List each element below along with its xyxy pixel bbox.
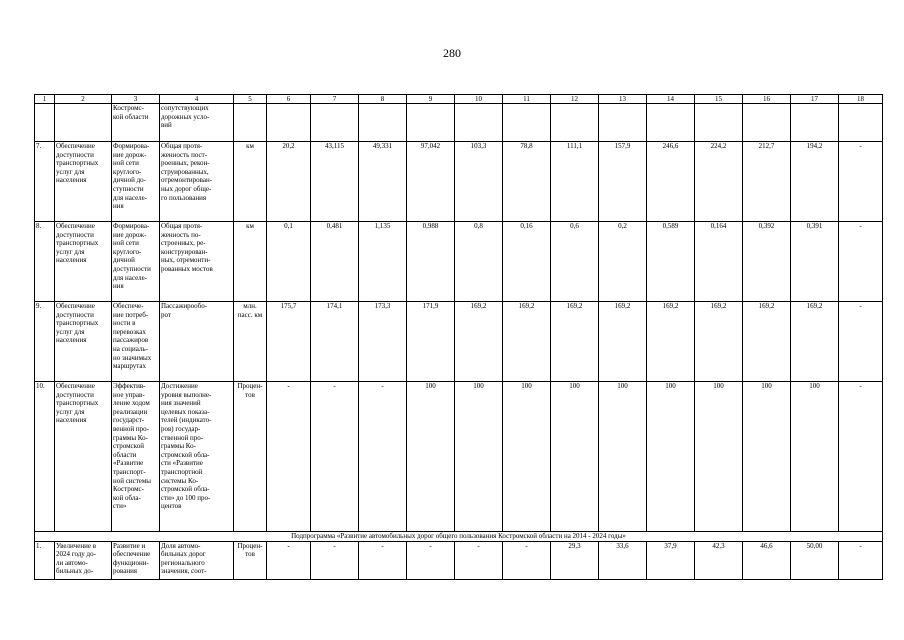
task-cell: Эффектив- ное управ- ление ходом реализации государст- венной про- граммы Ко- стромской области «Развитие транспорт- ной системы Костромс- кой обла- сти» xyxy=(112,382,160,532)
value-cell: 0,481 xyxy=(311,222,359,302)
row-number: 9. xyxy=(35,302,55,382)
value-cell: 100 xyxy=(695,382,743,532)
indicator-cell: Общая протя- женность пост- роенных, рекон- струированных, отремонтирован- ных дорог обще- го пользования xyxy=(160,142,234,222)
value-cell: - xyxy=(839,222,883,302)
value-cell: - xyxy=(839,142,883,222)
value-cell: 0,6 xyxy=(551,222,599,302)
page-number: 280 xyxy=(443,46,461,60)
column-number: 5 xyxy=(234,95,267,104)
value-cell: 169,2 xyxy=(791,302,839,382)
value-cell: 100 xyxy=(551,382,599,532)
value-cell: 169,2 xyxy=(695,302,743,382)
goal-cell: Увеличение в 2024 году до- ли автомо- бильных до- xyxy=(55,541,112,579)
value-cell: 43,115 xyxy=(311,142,359,222)
indicator-cell: Общая протя- женность по- строенных, ре- конструирован- ных, отремонти- рованных мостов xyxy=(160,222,234,302)
column-number: 13 xyxy=(599,95,647,104)
value-cell: 0,988 xyxy=(407,222,455,302)
column-number: 10 xyxy=(455,95,503,104)
value-cell: 100 xyxy=(599,382,647,532)
value-cell: 100 xyxy=(647,382,695,532)
value-cell: 29,3 xyxy=(551,541,599,579)
column-number: 2 xyxy=(55,95,112,104)
indicator-cell: сопутствующих дорожных усло- вий xyxy=(160,104,234,142)
goal-cell: Обеспечение доступности транспортных услуг для населения xyxy=(55,382,112,532)
table-row xyxy=(35,382,883,532)
value-cell: 0,2 xyxy=(599,222,647,302)
column-number: 6 xyxy=(267,95,311,104)
column-number: 12 xyxy=(551,95,599,104)
column-number-row xyxy=(35,95,883,104)
row-number: 7. xyxy=(35,142,55,222)
value-cell: 169,2 xyxy=(551,302,599,382)
row-number: 8. xyxy=(35,222,55,302)
value-cell: - xyxy=(311,541,359,579)
value-cell: 111,1 xyxy=(551,142,599,222)
value-cell: 175,7 xyxy=(267,302,311,382)
value-cell: 169,2 xyxy=(455,302,503,382)
value-cell: 103,3 xyxy=(455,142,503,222)
goal-cell: Обеспечение доступности транспортных услуг для населения xyxy=(55,222,112,302)
value-cell: 212,7 xyxy=(743,142,791,222)
row-number: 10. xyxy=(35,382,55,532)
value-cell: 169,2 xyxy=(503,302,551,382)
unit-cell: км xyxy=(234,222,267,302)
task-cell: Формирова- ние дорож- ной сети круглого- дичной доступности для населе- ния xyxy=(112,222,160,302)
value-cell: - xyxy=(839,302,883,382)
value-cell: 78,8 xyxy=(503,142,551,222)
subprogram-title: Подпрограмма «Развитие автомобильных дорог общего пользования Костромской области на 2014 - 2024 годы» xyxy=(35,532,883,542)
value-cell: 0,589 xyxy=(647,222,695,302)
column-number: 14 xyxy=(647,95,695,104)
value-cell: 0,391 xyxy=(791,222,839,302)
indicators-table xyxy=(34,94,883,580)
value-cell: 0,1 xyxy=(267,222,311,302)
column-number: 17 xyxy=(791,95,839,104)
value-cell: 0,16 xyxy=(503,222,551,302)
value-cell: 171,9 xyxy=(407,302,455,382)
value-cell: - xyxy=(503,541,551,579)
value-cell: 20,2 xyxy=(267,142,311,222)
value-cell: 0,392 xyxy=(743,222,791,302)
value-cell: 157,9 xyxy=(599,142,647,222)
value-cell: 46,6 xyxy=(743,541,791,579)
value-cell: 33,6 xyxy=(599,541,647,579)
value-cell: 173,3 xyxy=(359,302,407,382)
column-number: 3 xyxy=(112,95,160,104)
column-number: 16 xyxy=(743,95,791,104)
column-number: 15 xyxy=(695,95,743,104)
value-cell: 49,331 xyxy=(359,142,407,222)
task-cell: Костромс- кой области xyxy=(112,104,160,142)
value-cell: 169,2 xyxy=(599,302,647,382)
value-cell: 169,2 xyxy=(647,302,695,382)
column-number: 7 xyxy=(311,95,359,104)
table-row xyxy=(35,222,883,302)
value-cell: - xyxy=(455,541,503,579)
value-cell: - xyxy=(359,541,407,579)
value-cell: - xyxy=(267,541,311,579)
task-cell: Формирова- ние дорож- ной сети круглого- дичной до- ступности для населе- ния xyxy=(112,142,160,222)
value-cell: 0,164 xyxy=(695,222,743,302)
value-cell: 169,2 xyxy=(743,302,791,382)
unit-cell: км xyxy=(234,142,267,222)
task-cell: Обеспече- ние потреб- ности в перевозках пассажиров на социаль- но значимых маршрутах xyxy=(112,302,160,382)
value-cell: - xyxy=(311,382,359,532)
unit-cell: млн. пасс. км xyxy=(234,302,267,382)
goal-cell: Обеспечение доступности транспортных услуг для населения xyxy=(55,142,112,222)
value-cell: 42,3 xyxy=(695,541,743,579)
subprogram-row xyxy=(35,532,883,542)
column-number: 1 xyxy=(35,95,55,104)
value-cell: 50,00 xyxy=(791,541,839,579)
value-cell: 37,9 xyxy=(647,541,695,579)
unit-cell: Процен- тов xyxy=(234,382,267,532)
table-row xyxy=(35,541,883,579)
indicator-cell: Пассажирообо- рот xyxy=(160,302,234,382)
column-number: 11 xyxy=(503,95,551,104)
indicator-cell: Доля автомо- бильных дорог регионального значения, соот- xyxy=(160,541,234,579)
column-number: 8 xyxy=(359,95,407,104)
value-cell: 0,8 xyxy=(455,222,503,302)
value-cell: 224,2 xyxy=(695,142,743,222)
value-cell: 97,042 xyxy=(407,142,455,222)
value-cell: 1,135 xyxy=(359,222,407,302)
value-cell: 100 xyxy=(455,382,503,532)
task-cell: Развитие и обеспечение функциони- рования xyxy=(112,541,160,579)
value-cell: 100 xyxy=(743,382,791,532)
value-cell: - xyxy=(359,382,407,532)
column-number: 4 xyxy=(160,95,234,104)
unit-cell: Процен- тов xyxy=(234,541,267,579)
indicator-cell: Достижение уровня выполне- ния значений целевых показа- телей (индикато- ров) государ- ственной про- граммы Ко- стромской обла- сти «Развитие транспортной системы Ко- стромской обла- сти» до 100 про- центов xyxy=(160,382,234,532)
value-cell: 100 xyxy=(791,382,839,532)
value-cell: 174,1 xyxy=(311,302,359,382)
value-cell: 194,2 xyxy=(791,142,839,222)
value-cell: - xyxy=(267,382,311,532)
column-number: 9 xyxy=(407,95,455,104)
value-cell: 246,6 xyxy=(647,142,695,222)
continuation-row xyxy=(35,104,883,142)
value-cell: 100 xyxy=(407,382,455,532)
row-number: 1. xyxy=(35,541,55,579)
value-cell: 100 xyxy=(503,382,551,532)
table-row xyxy=(35,302,883,382)
table-row xyxy=(35,142,883,222)
value-cell: - xyxy=(839,382,883,532)
column-number: 18 xyxy=(839,95,883,104)
value-cell: - xyxy=(839,541,883,579)
value-cell: - xyxy=(407,541,455,579)
goal-cell: Обеспечение доступности транспортных услуг для населения xyxy=(55,302,112,382)
